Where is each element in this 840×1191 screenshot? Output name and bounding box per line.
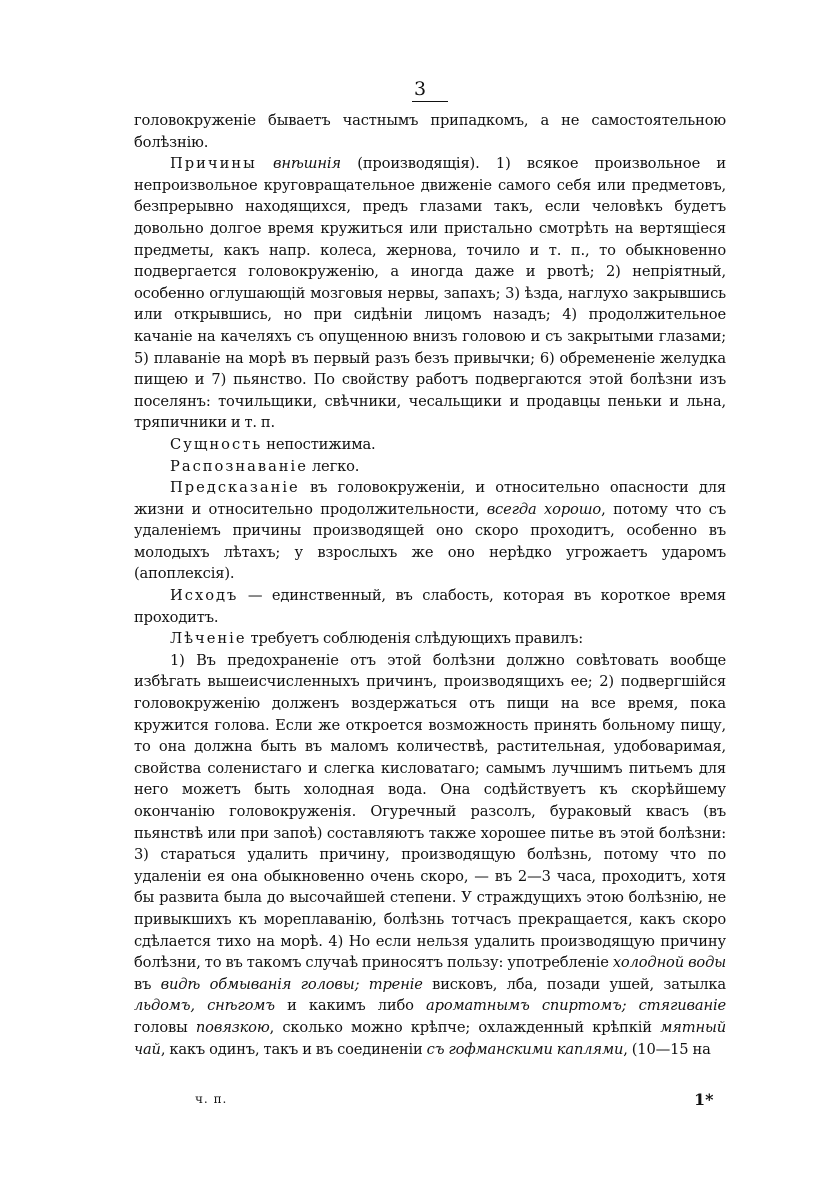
paragraph-outcome (134, 585, 726, 628)
text-run: требуетъ соблюденія слѣдующихъ правилъ: (246, 630, 584, 648)
text-run: висковъ, лба, позади ушей, затылка (422, 975, 726, 993)
section-lead: Исходъ (170, 587, 239, 605)
text-run: въ головокруженіи, и относительно опасности для жизни и относительно продолжительности, (134, 479, 726, 518)
signature-mark: ч. п. (195, 1092, 228, 1106)
body-text (134, 110, 726, 1060)
emphasis: съ гофманскими каплями (426, 1040, 624, 1058)
emphasis: внѣшнія (273, 155, 341, 173)
text-run: легко. (307, 457, 360, 475)
paragraph-rules (134, 650, 726, 1060)
signature-number: 1* (694, 1090, 714, 1109)
header-rule (412, 101, 448, 102)
section-lead: Предсказаніе (170, 479, 300, 497)
paragraph-continuation (134, 110, 726, 153)
section-lead: Причины (170, 155, 257, 173)
emphasis: ароматнымъ спиртомъ; стягиваніе (426, 997, 726, 1015)
text-run: (производящія). 1) всякое произвольное и непроизвольное круговращательное движеніе самого себя или предметовъ, безпрерывно находящихся, предъ глазами такъ, если человѣкъ будетъ довольно долгое время кружиться или пристально смотрѣть на вертящіеся предметы, какъ напр. колеса, жернова, точило и т. п., то обыкновенно подвергается головокруженію, а иногда даже и рвотѣ; 2) непріятный, особенно оглушающій мозговыя нервы, запахъ; 3) ѣзда, наглухо закрывшись или открывшись, но при сидѣніи лицомъ назадъ; 4) продолжительное качаніе на качеляхъ съ опущенною внизъ головою и съ закрытыми глазами; 5) плаваніе на морѣ въ первый разъ безъ привычки; 6) обремененіе желудка пищею и 7) пьянство. По свойству работъ подвергаются этой болѣзни изъ поселянъ: точильщики, свѣчники, чесальщики и продавцы пеньки и льна, тряпичники и т. п. (134, 155, 726, 432)
emphasis: льдомъ, снѣгомъ (134, 997, 275, 1015)
text-run: , (10—15 на (623, 1040, 711, 1058)
emphasis: видѣ обмыванія головы; треніе (160, 975, 423, 993)
text-run: , потому что съ удаленіемъ причины производящей оно скоро проходитъ, особенно въ молодыхъ лѣтахъ; у взрослыхъ же оно нерѣдко угрожаетъ ударомъ (апоплексія). (134, 500, 727, 583)
text-run: головокруженіе бываетъ частнымъ припадкомъ, а не самостоятельною болѣзнію. (134, 112, 726, 151)
text-run: непостижима. (262, 435, 376, 453)
paragraph-diagnosis (134, 456, 726, 478)
text-run: въ (134, 975, 161, 993)
emphasis: холодной воды (612, 954, 727, 972)
paragraph-causes (134, 153, 726, 434)
text-run: , какъ одинъ, такъ и въ соединеніи (160, 1040, 427, 1058)
page-number: 3 (413, 78, 427, 100)
paragraph-treatment (134, 628, 726, 650)
emphasis: всегда хорошо (486, 500, 602, 518)
text-run: , сколько можно крѣпче; охлажденный крѣпкій (269, 1018, 661, 1036)
emphasis: мятный чай (134, 1018, 726, 1058)
paragraph-essence (134, 434, 726, 456)
text-run: — единственный, въ слабость, которая въ короткое время проходитъ. (134, 587, 726, 626)
emphasis: повязкою (195, 1018, 270, 1036)
text-run: головы (134, 1018, 196, 1036)
paragraph-prognosis (134, 477, 726, 585)
section-lead: Лѣченіе (170, 630, 247, 648)
text-run: 1) Въ предохраненіе отъ этой болѣзни должно совѣтовать вообще избѣгать вышеисчисленныхъ причинъ, производящихъ ее; 2) подвергшійся головокруженію долженъ воздержаться отъ пищи на все время, пока кружится голова. Если же откроется возможность принять больному пищу, то она должна быть въ маломъ количествѣ, растительная, удобоваримая, свойства соленистаго и слегка кисловатаго; самымъ лучшимъ питьемъ для него можетъ быть холодная вода. Она содѣйствуетъ къ скорѣйшему окончанію головокруженія. Огуречный разсолъ, бураковый квасъ (въ пьянствѣ или при запоѣ) составляютъ также хорошее питье въ этой болѣзни: 3) стараться удалить причину, производящую болѣзнь, потому что по удаленіи ея она обыкновенно очень скоро, — въ 2—3 часа, проходитъ, хотя бы развита была до высочайшей степени. У страждущихъ этою болѣзнію, не привыкшихъ къ мореплаванію, болѣзнь тотчасъ прекращается, какъ скоро сдѣлается тихо на морѣ. 4) Но если нельзя удалить производящую причину болѣзни, то въ такомъ случаѣ приносятъ пользу: употребленіе (134, 651, 726, 972)
section-lead: Сущность (170, 435, 263, 453)
text-run: и какимъ либо (274, 997, 427, 1015)
section-lead: Распознаваніе (170, 457, 308, 475)
